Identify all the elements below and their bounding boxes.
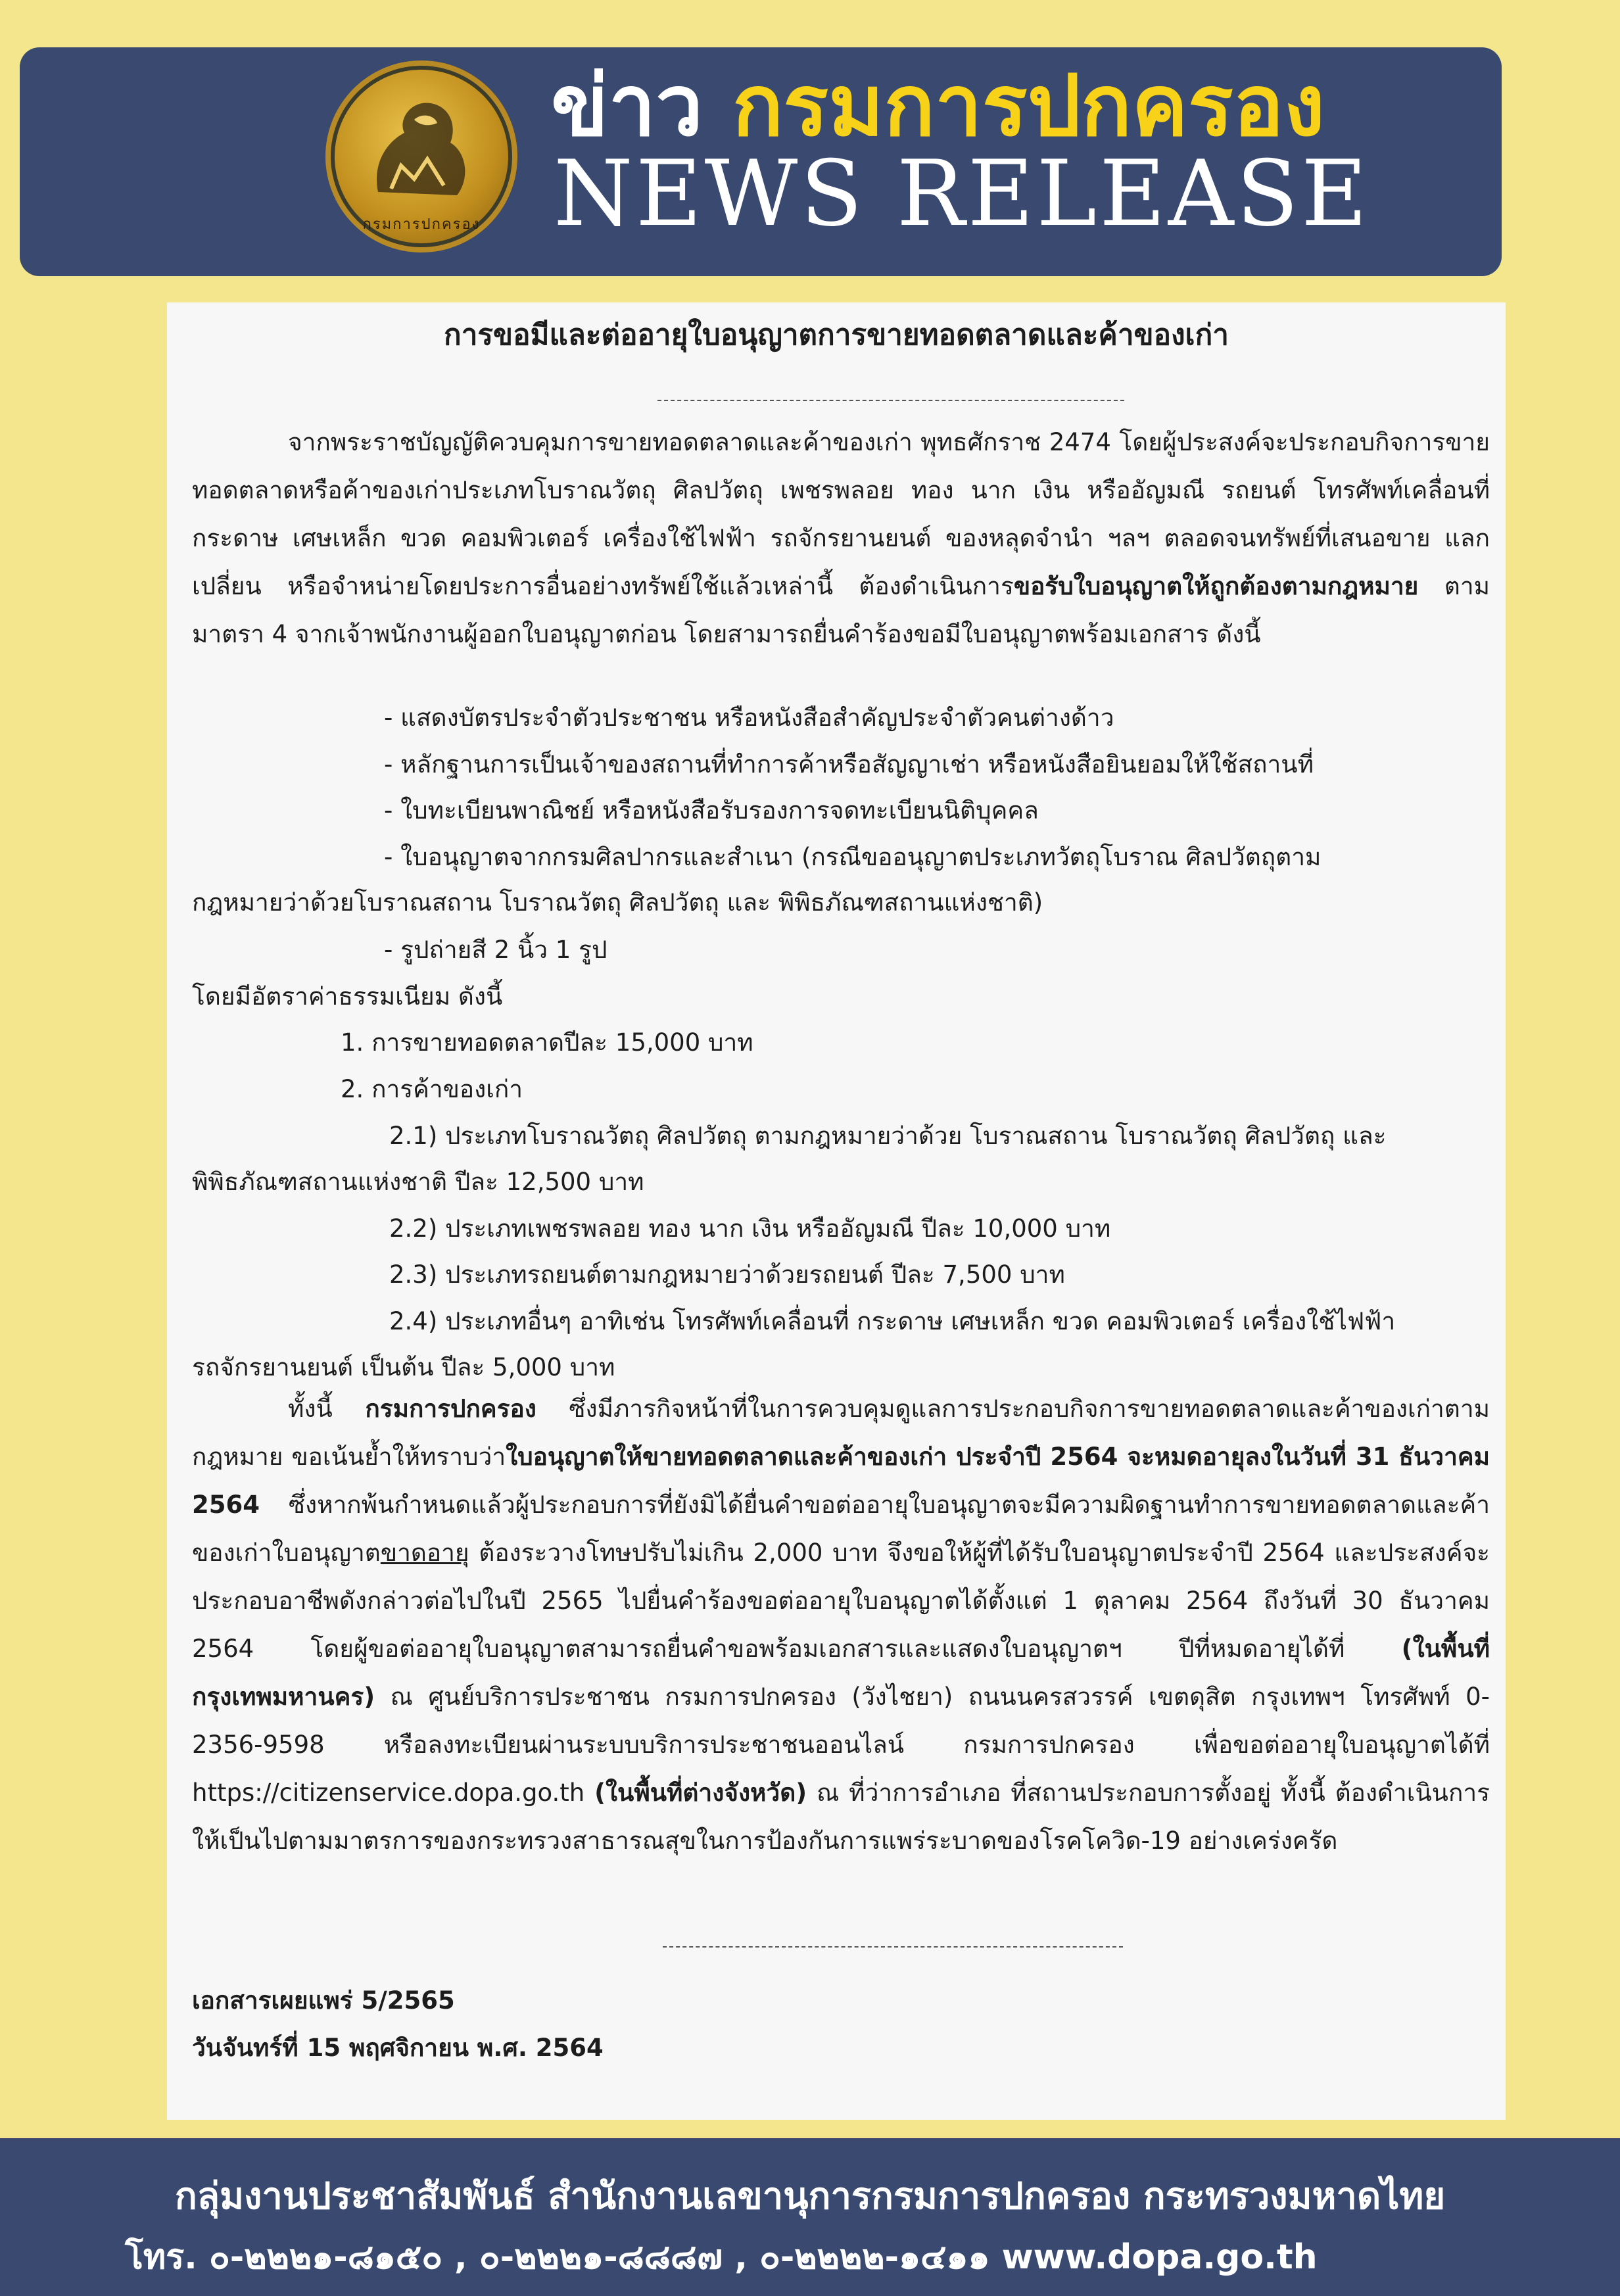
document-item: - ใบทะเบียนพาณิชย์ หรือหนังสือรับรองการจดทะเบียนนิติบุคคล [384, 796, 1039, 825]
title-divider [657, 400, 1124, 401]
document-item: - ใบอนุญาตจากกรมศิลปากรและสำเนา (กรณีขออนุญาตประเภทวัตถุโบราณ ศิลปวัตถุตาม [384, 843, 1322, 871]
bangkok-emphasis: (ในพื้นที่กรุงเทพมหานคร) [192, 1635, 1490, 1711]
document-number: เอกสารเผยแพร่ 5/2565 [192, 1986, 455, 2015]
dopa-seal-icon [325, 60, 517, 252]
notice-text: ณ ศูนย์บริการประชาชน กรมการปกครอง (วังไชยา) ถนนนครสวรรค์ เขตดุสิต กรุงเทพฯ โทรศัพท์ 0-2356-9598 หรือลงทะเบียนผ่านระบบบริการประชาชนออนไลน์ กรมการปกครอง เพื่อขอต่ออายุใบอนุญาตได้ที่ https://citizenservice.dopa.go.th [192, 1683, 1490, 1807]
notice-text: ณ ที่ว่าการอำเภอ ที่สถานประกอบการตั้งอยู่ ทั้งนี้ ต้องดำเนินการให้เป็นไปตามมาตรการของกระทรวงสาธารณสุขในการป้องกันการแพร่ระบาดของโรคโควิด-19 อย่างเคร่งครัด [192, 1779, 1490, 1855]
fee-subitem-continued: พิพิธภัณฑสถานแห่งชาติ ปีละ 12,500 บาท [192, 1168, 644, 1196]
expired-underline: ขาดอายุ [380, 1539, 469, 1567]
intro-emphasis: ขอรับใบอนุญาตให้ถูกต้องตามกฎหมาย [1013, 572, 1419, 600]
brand-title [551, 57, 1325, 155]
fee-item: 1. การขายทอดตลาดปีละ 15,000 บาท [341, 1028, 753, 1057]
fee-subitem: 2.2) ประเภทเพชรพลอย ทอง นาก เงิน หรืออัญมณี ปีละ 10,000 บาท [389, 1214, 1111, 1243]
footer-organization: กลุ่มงานประชาสัมพันธ์ สำนักงานเลขานุการกรมการปกครอง กระทรวงมหาดไทย [174, 2175, 1446, 2218]
fee-item: 2. การค้าของเก่า [341, 1075, 523, 1103]
notice-text: ซึ่งมีภารกิจหน้าที่ในการควบคุมดูแลการประกอบกิจการขายทอดตลาดและค้าของเก่าตามกฎหมาย ขอเน้นย้ำให้ทราบว่า [192, 1395, 1490, 1471]
fee-subitem: 2.3) ประเภทรถยนต์ตามกฎหมายว่าด้วยรถยนต์ ปีละ 7,500 บาท [389, 1260, 1065, 1289]
province-emphasis: (ในพื้นที่ต่างจังหวัด) [594, 1779, 807, 1807]
footer-contact: โทร. ๐-๒๒๒๑-๘๑๕๐ , ๐-๒๒๒๑-๘๘๘๗ , ๐-๒๒๒๒-๑๔๑๑ www.dopa.go.th [125, 2237, 1318, 2277]
document-date: วันจันทร์ที่ 15 พฤศจิกายน พ.ศ. 2564 [192, 2034, 604, 2062]
document-item: - หลักฐานการเป็นเจ้าของสถานที่ทำการค้าหรือสัญญาเช่า หรือหนังสือยินยอมให้ใช้สถานที่ [384, 750, 1314, 778]
document-item: - รูปถ่ายสี 2 นิ้ว 1 รูป [384, 936, 608, 964]
news-word: ข่าว [551, 57, 732, 155]
notice-text: ทั้งนี้ [288, 1395, 366, 1423]
notice-paragraph [192, 1385, 1490, 1865]
document-title: การขอมีและต่ออายุใบอนุญาตการขายทอดตลาดและค้าของเก่า [444, 318, 1229, 352]
fee-intro: โดยมีอัตราค่าธรรมเนียม ดังนี้ [192, 982, 503, 1011]
fee-subitem: 2.1) ประเภทโบราณวัตถุ ศิลปวัตถุ ตามกฎหมายว่าด้วย โบราณสถาน โบราณวัตถุ ศิลปวัตถุ และ [389, 1122, 1387, 1150]
notice-text: ต้องระวางโทษปรับไม่เกิน 2,000 บาท จึงขอให้ผู้ที่ได้รับใบอนุญาตประจำปี 2564 และประสงค์จะประกอบอาชีพดังกล่าวต่อไปในปี 2565 ไปยื่นคำร้องขอต่ออายุใบอนุญาตได้ตั้งแต่ 1 ตุลาคม 2564 ถึงวันที่ 30 ธันวาคม 2564 โดยผู้ขอต่ออายุใบอนุญาตสามารถยื่นคำขอพร้อมเอกสารและแสดงใบอนุญาตฯ ปีที่หมดอายุได้ที่ [192, 1539, 1490, 1663]
news-release-label: NEWS RELEASE [554, 141, 1370, 247]
fee-subitem-continued: รถจักรยานยนต์ เป็นต้น ปีละ 5,000 บาท [192, 1353, 615, 1381]
document-item-continued: กฎหมายว่าด้วยโบราณสถาน โบราณวัตถุ ศิลปวัตถุ และ พิพิธภัณฑสถานแห่งชาติ) [192, 888, 1043, 917]
dept-name: กรมการปกครอง [732, 57, 1325, 155]
intro-text-end: ตามมาตรา 4 จากเจ้าพนักงานผู้ออกใบอนุญาตก่อน โดยสามารถยื่นคำร้องขอมีใบอนุญาตพร้อมเอกสาร ดังนี้ [192, 572, 1490, 648]
intro-text: จากพระราชบัญญัติควบคุมการขายทอดตลาดและค้าของเก่า พุทธศักราช 2474 โดยผู้ประสงค์จะประกอบกิจการขายทอดตลาดหรือค้าของเก่าประเภทโบราณวัตถุ ศิลปวัตถุ เพชรพลอย ทอง นาก เงิน หรืออัญมณี รถยนต์ โทรศัพท์เคลื่อนที่กระดาษ เศษเหล็ก ขวด คอมพิวเตอร์ เครื่องใช้ไฟฟ้า รถจักรยานยนต์ ของหลุดจำนำ ฯลฯ ตลอดจนทรัพย์ที่เสนอขาย แลกเปลี่ยน หรือจำหน่ายโดยประการอื่นอย่างทรัพย์ใช้แล้วเหล่านี้ ต้องดำเนินการ [192, 428, 1490, 600]
expiry-emphasis: ใบอนุญาตให้ขายทอดตลาดและค้าของเก่า ประจำปี 2564 จะหมดอายุลงในวันที่ 31 ธันวาคม 2564 [192, 1443, 1490, 1519]
notice-emphasis: กรมการปกครอง [365, 1395, 536, 1423]
notice-text: ซึ่งหากพ้นกำหนดแล้วผู้ประกอบการที่ยังมิได้ยื่นคำขอต่ออายุใบอนุญาตจะมีความผิดฐานทำการขายทอดตลาดและค้าของเก่าใบอนุญาต [192, 1491, 1490, 1567]
closing-divider [663, 1946, 1123, 1948]
seal-caption: กรมการปกครอง [362, 216, 481, 233]
fee-subitem: 2.4) ประเภทอื่นๆ อาทิเช่น โทรศัพท์เคลื่อนที่ กระดาษ เศษเหล็ก ขวด คอมพิวเตอร์ เครื่องใช้ไฟฟ้า [389, 1307, 1396, 1335]
document-item: - แสดงบัตรประจำตัวประชาชน หรือหนังสือสำคัญประจำตัวคนต่างด้าว [384, 704, 1114, 732]
intro-paragraph [192, 418, 1490, 658]
